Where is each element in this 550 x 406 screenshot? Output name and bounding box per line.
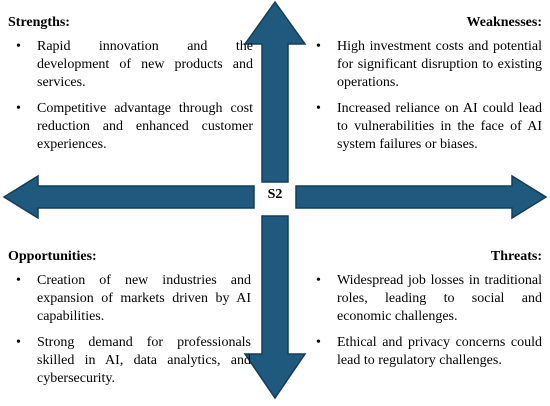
- down-arrow: [245, 216, 305, 398]
- threats-quadrant: [308, 248, 542, 378]
- list-item-text: Widespread job losses in traditional roles, leading to social and economic challenges.: [337, 273, 542, 324]
- opportunities-list: [8, 272, 251, 388]
- up-arrow: [245, 2, 305, 182]
- list-item: [308, 100, 542, 154]
- right-arrow: [296, 176, 546, 218]
- list-item-text: Strong demand for professionals skilled in AI, data analytics, and cybersecurity.: [37, 335, 251, 386]
- bullet-icon: •: [16, 335, 21, 350]
- list-item: [8, 272, 251, 326]
- list-item: [308, 272, 542, 326]
- weaknesses-quadrant: [308, 14, 542, 162]
- bullet-icon: •: [316, 101, 321, 116]
- list-item: [308, 334, 542, 370]
- strengths-title: Strengths:: [8, 15, 70, 30]
- bullet-icon: •: [16, 273, 21, 288]
- list-item-text: Increased reliance on AI could lead to vulnerabilities in the face of AI system failures or biases.: [337, 101, 542, 152]
- center-label: S2: [267, 187, 283, 202]
- weaknesses-list: [308, 38, 542, 154]
- bullet-icon: •: [316, 39, 321, 54]
- bullet-icon: •: [16, 39, 21, 54]
- list-item: [308, 38, 542, 92]
- left-arrow: [4, 176, 254, 218]
- list-item-text: Competitive advantage through cost reduction and enhanced customer experiences.: [37, 101, 253, 152]
- list-item: [8, 38, 253, 92]
- threats-title: Threats:: [490, 249, 542, 264]
- opportunities-title: Opportunities:: [8, 249, 97, 264]
- list-item: [8, 100, 253, 154]
- opportunities-quadrant: [8, 248, 251, 396]
- list-item-text: High investment costs and potential for significant disruption to existing operations.: [337, 39, 542, 90]
- bullet-icon: •: [16, 101, 21, 116]
- strengths-quadrant: [8, 14, 253, 162]
- list-item: [8, 334, 251, 388]
- weaknesses-title: Weaknesses:: [466, 15, 542, 30]
- threats-list: [308, 272, 542, 370]
- bullet-icon: •: [316, 335, 321, 350]
- list-item-text: Creation of new industries and expansion of markets driven by AI capabilities.: [37, 273, 251, 324]
- list-item-text: Rapid innovation and the development of new products and services.: [37, 39, 253, 90]
- bullet-icon: •: [316, 273, 321, 288]
- list-item-text: Ethical and privacy concerns could lead to regulatory challenges.: [337, 335, 542, 368]
- strengths-list: [8, 38, 253, 154]
